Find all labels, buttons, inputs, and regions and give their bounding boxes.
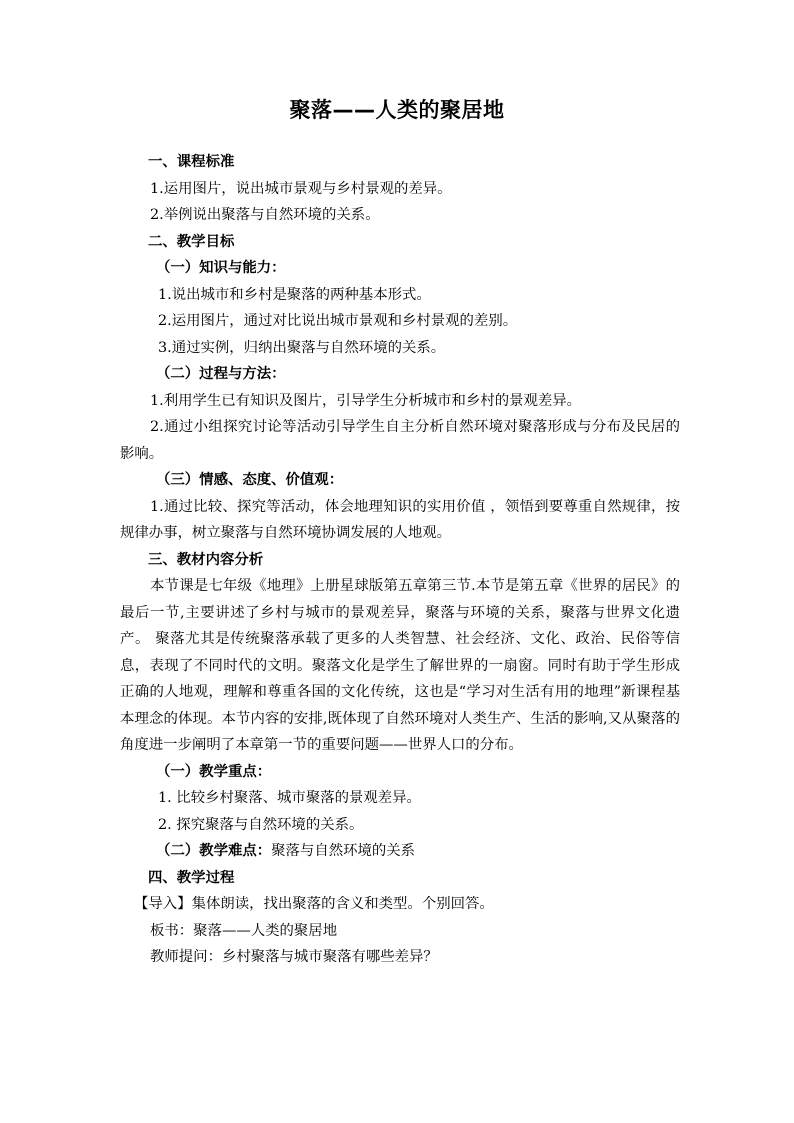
document-body	[120, 149, 680, 971]
subheading-emotion-attitude-values: （三）情感、态度、价值观：	[156, 472, 344, 488]
paragraph-focus-1: 1. 比较乡村聚落、城市聚落的景观差异。	[158, 790, 421, 806]
difficulty-text: 聚落与自然环境的关系	[271, 843, 416, 859]
paragraph-board-writing: 板书：聚落——人类的聚居地	[150, 922, 338, 939]
subheading-process-method: （二）过程与方法：	[156, 366, 286, 382]
subheading-knowledge-ability: （一）知识与能力：	[156, 260, 286, 276]
difficulty-label: （二）教学难点：	[156, 843, 272, 859]
paragraph-introduction: 【导入】集体朗读，找出聚落的含义和类型。个别回答。	[134, 896, 494, 912]
paragraph-knowledge-2: 2.运用图片，通过对比说出城市景观和乡村景观的差别。	[158, 313, 518, 329]
paragraph-standard-2: 2.举例说出聚落与自然环境的关系。	[150, 207, 380, 223]
paragraph-emotion-1: 1.通过比较、探究等活动，体会地理知识的实用价值 ，领悟到要尊重自然规律，按规律办事，树立聚落与自然环境协调发展的人地观。	[120, 498, 680, 541]
paragraph-process-2: 2.通过小组探究讨论等活动引导学生自主分析自然环境对聚落形成与分布及民居的影响。	[120, 419, 680, 462]
section-heading-teaching-process: 四、教学过程	[148, 869, 235, 886]
section-heading-curriculum-standards: 一、课程标准	[148, 154, 235, 170]
subheading-teaching-difficulty	[120, 838, 680, 865]
document-title: 聚落——人类的聚居地	[289, 98, 505, 122]
paragraph-process-1: 1.利用学生已有知识及图片，引导学生分析城市和乡村的景观差异。	[150, 392, 582, 409]
paragraph-knowledge-3: 3.通过实例，归纳出聚落与自然环境的关系。	[158, 339, 446, 356]
paragraph-standard-1: 1.运用图片，说出城市景观与乡村景观的差异。	[150, 180, 452, 197]
paragraph-knowledge-1: 1.说出城市和乡村是聚落的两种基本形式。	[158, 286, 431, 303]
paragraph-focus-2: 2. 探究聚落与自然环境的关系。	[158, 816, 364, 833]
subheading-teaching-focus: （一）教学重点：	[156, 763, 272, 780]
paragraph-teacher-question: 教师提问：乡村聚落与城市聚落有哪些差异？	[150, 949, 438, 965]
paragraph-material-analysis: 本节课是七年级《地理》上册星球版第五章第三节.本节是第五章《世界的居民》的最后一节,主要讲述了乡村与城市的景观差异，聚落与环境的关系，聚落与世界文化遗产。 聚落尤其是传统聚落承载了更多的人类智慧、社会经济、文化、政治、民俗等信息，表现了不同时代的文明。聚落文化是学生了解世界的一扇窗。同时有助于学生形成正确的人地观，理解和尊重各国的文化传统，这也是“学习对生活有用的地理”新课程基本理念的体现。本节内容的安排,既体现了自然环境对人类生产、生活的影响,又从聚落的角度进一步阐明了本章第一节的重要问题——世界人口的分布。	[120, 578, 680, 753]
section-heading-teaching-goals: 二、教学目标	[148, 233, 235, 250]
section-heading-material-analysis: 三、教材内容分析	[148, 551, 264, 568]
